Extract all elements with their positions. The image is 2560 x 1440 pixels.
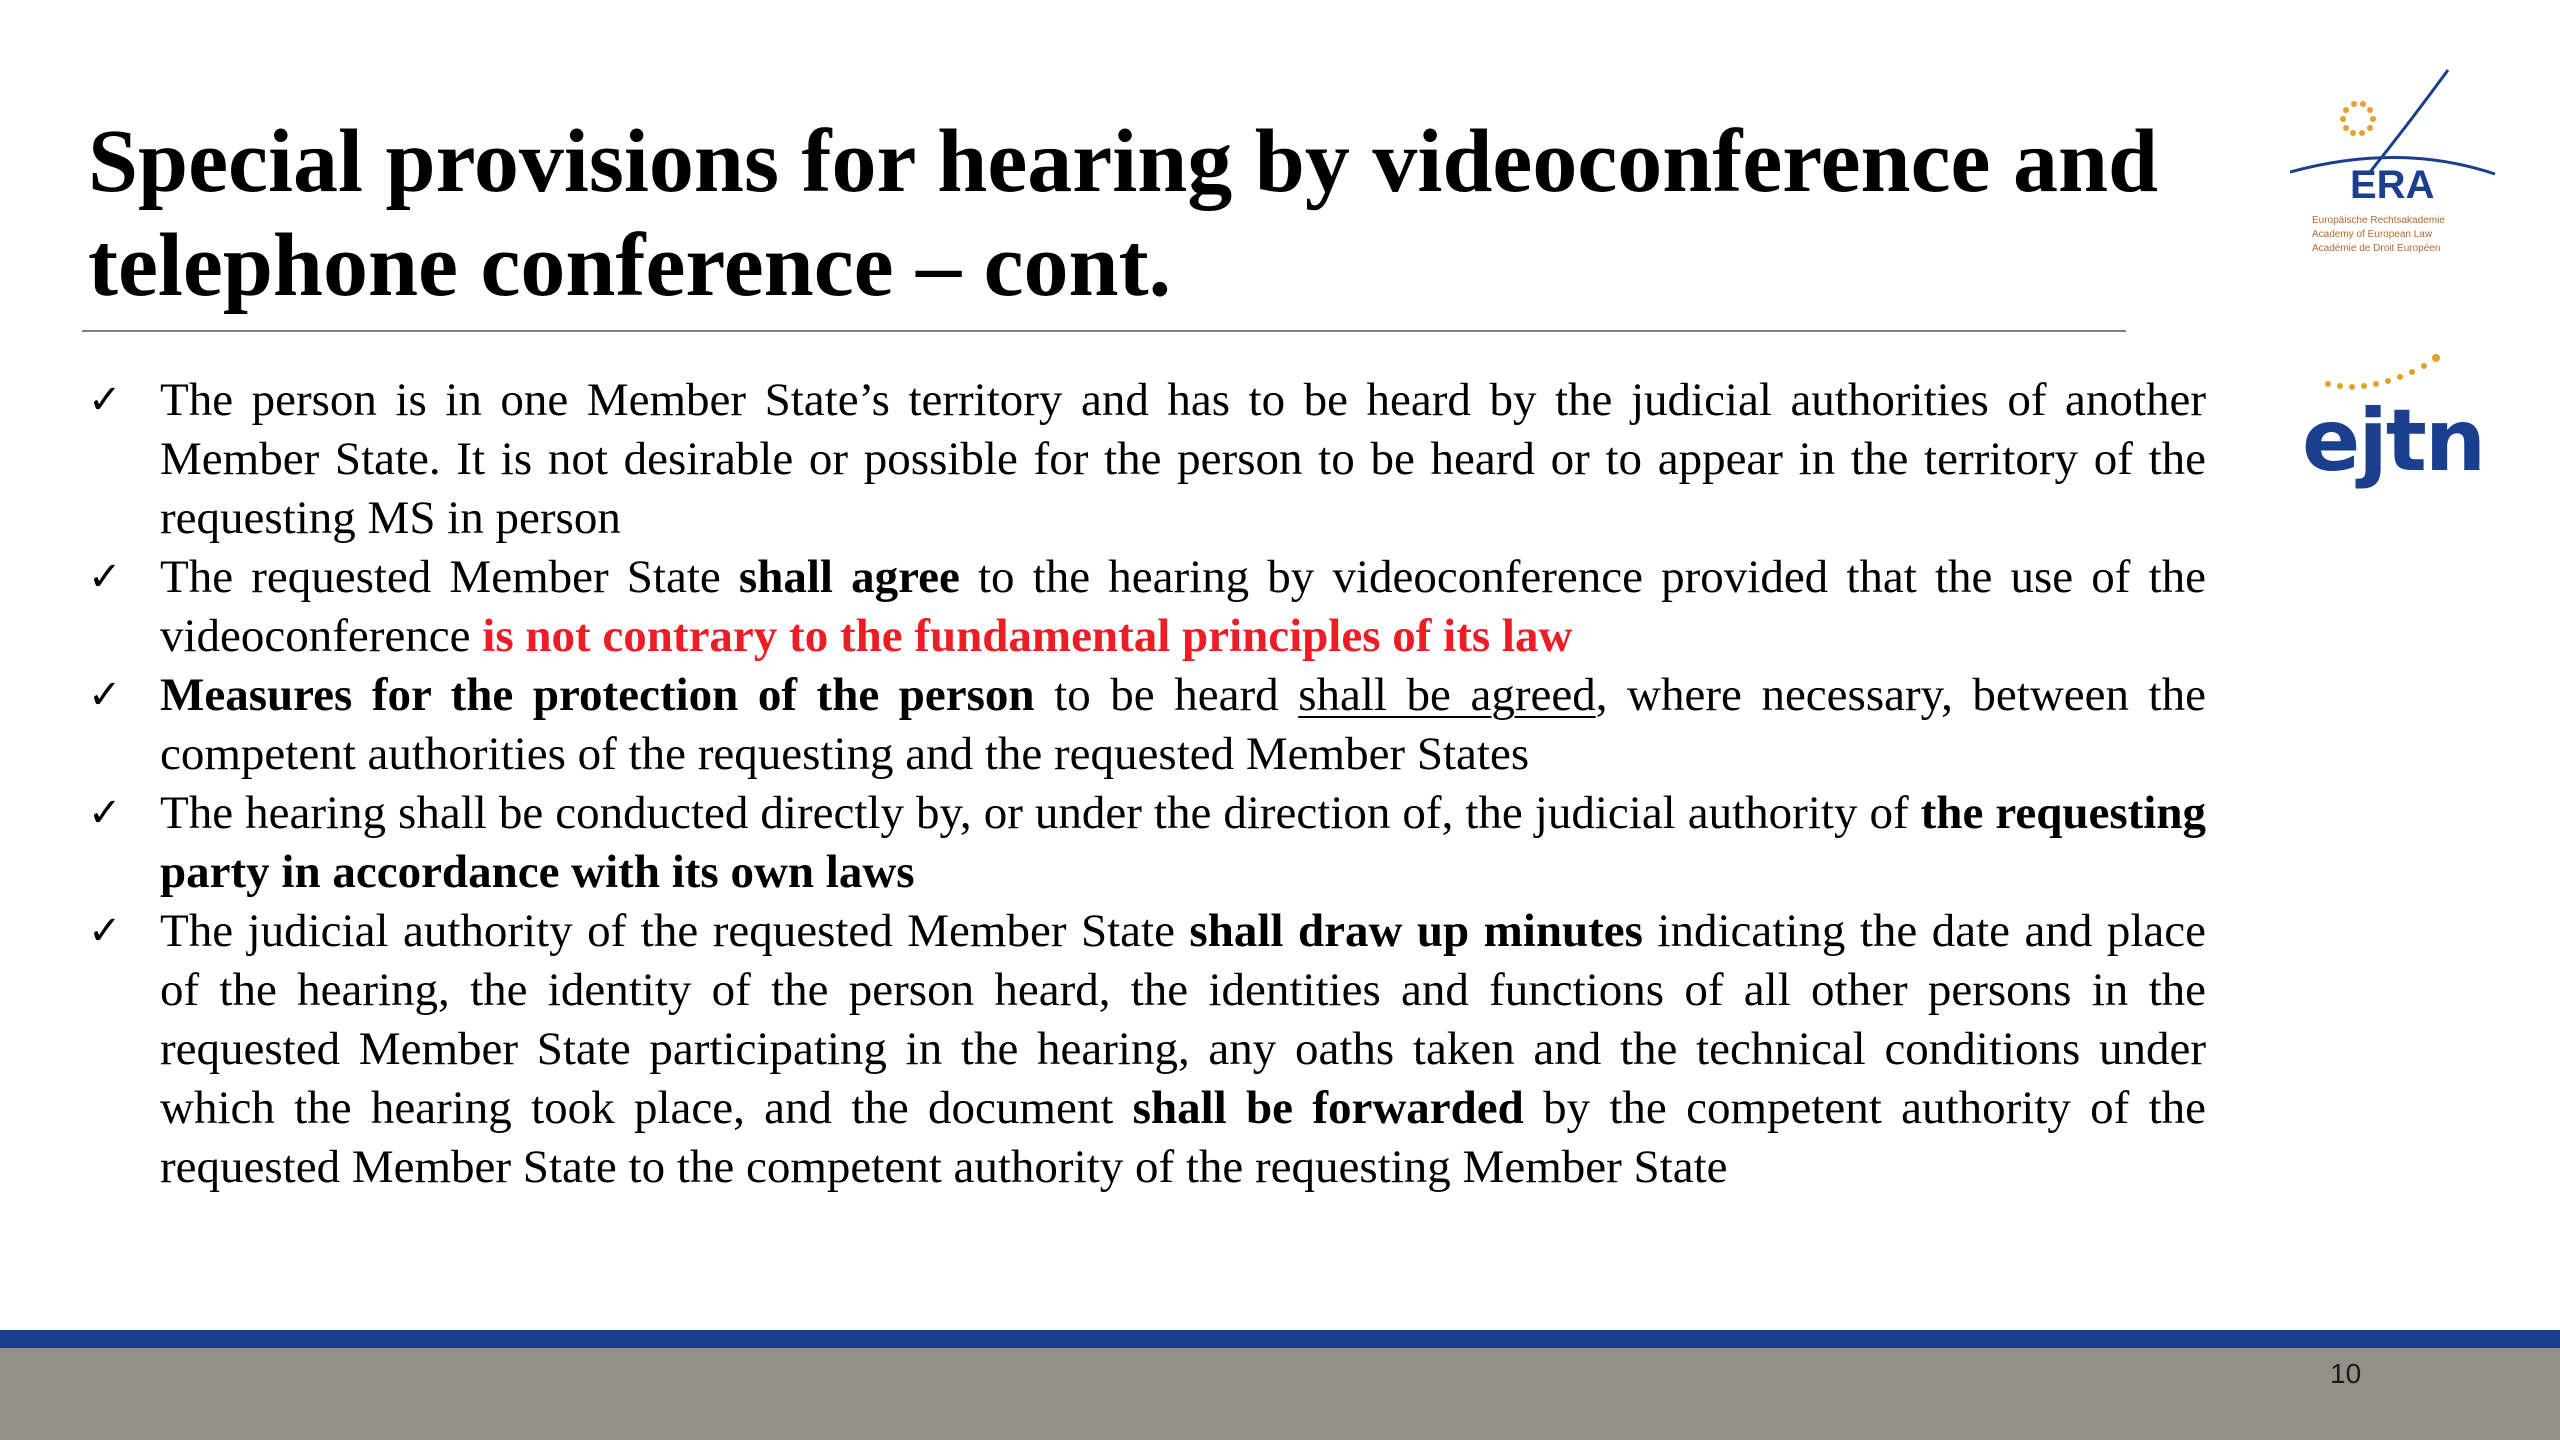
era-tagline: Europäische Rechtsakademie Academy of European Law Académie de Droit Européen <box>2312 215 2445 254</box>
underlined-text: shall be agreed <box>1298 669 1596 721</box>
footer-accent-bar <box>0 1330 2560 1348</box>
footer-bar <box>0 1348 2560 1440</box>
bullet-item: ✓ The person is in one Member State’s territory and has to be heard by the judicial authorities of another Member State. It is not desirable or possible for the person to be heard or to appear in the territory of the requesting MS in person <box>88 371 2206 548</box>
bullet-item: ✓ The judicial authority of the requested Member State shall draw up minutes indicating the date and place of the hearing, the identity of the person heard, the identities and functions of all other persons in the requested Member State participating in the hearing, any oaths taken and the technical conditions under which the hearing took place, and the document shall be forwarded by the competent authority of the requested Member State to the competent authority of the requesting Member State <box>88 902 2206 1197</box>
title-line-1: Special provisions for hearing by videoconference and <box>88 112 2159 211</box>
title-divider <box>82 330 2126 332</box>
ejtn-logo <box>2300 340 2500 500</box>
bullet-item: ✓ Measures for the protection of the person to be heard shall be agreed, where necessary, between the competent authorities of the requesting and the requested Member States <box>88 666 2206 784</box>
highlighted-text: is not contrary to the fundamental principles of its law <box>482 610 1573 662</box>
era-stars-icon <box>2340 101 2376 136</box>
page-number: 10 <box>2330 1358 2362 1389</box>
title-line-2: telephone conference – cont. <box>88 216 1172 315</box>
ejtn-stars-icon <box>2325 354 2440 390</box>
bullet-item: ✓ The requested Member State shall agree to the hearing by videoconference provided that the use of the videoconference is not contrary to the fundamental principles of its law <box>88 548 2206 666</box>
check-mark-icon: ✓ <box>88 672 122 718</box>
bullet-list <box>88 371 2206 1197</box>
check-mark-icon: ✓ <box>88 908 122 954</box>
era-logo-text: ERA <box>2350 163 2435 207</box>
ejtn-logo-text: ejtn <box>2302 391 2485 491</box>
check-mark-icon: ✓ <box>88 790 122 836</box>
slide-title <box>88 110 2328 318</box>
check-mark-icon: ✓ <box>88 554 122 600</box>
bullet-item: ✓ The hearing shall be conducted directly by, or under the direction of, the judicial authority of the requesting party in accordance with its own laws <box>88 784 2206 902</box>
check-mark-icon: ✓ <box>88 377 122 423</box>
